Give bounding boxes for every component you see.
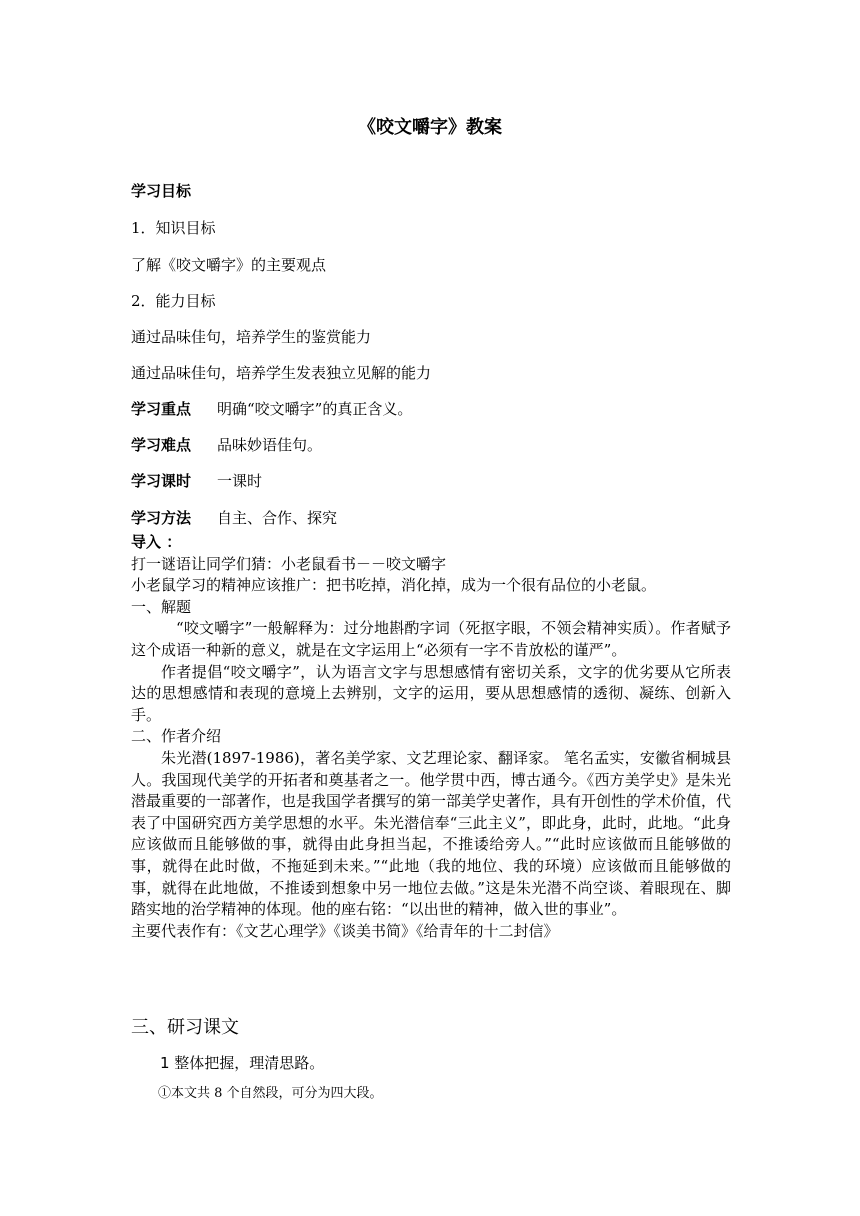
- goal2-text-a: 通过品味佳句，培养学生的鉴赏能力: [131, 328, 372, 346]
- difficulty-row: [131, 434, 322, 456]
- document-title: 《咬文嚼字》教案: [358, 117, 502, 138]
- section2-para1: 朱光潜(1897-1986)，著名美学家、文艺理论家、翻译家。 笔名孟实，安徽省桐城县人。我国现代美学的开拓者和奠基者之一。他学贯中西，博古通今。《西方美学史》是朱光潜最重要的一部著作，也是我国学者撰写的第一部美学史著作，具有开创性的学术价值，代表了中国研究西方美学思想的水平。朱光潜信奉“三此主义”，即此身，此时，此地。“此身应该做而且能够做的事，就得由此身担当起，不推诿给旁人。”“此时应该做而且能够做的事，就得在此时做，不拖延到未来。”“此地（我的地位、我的环境）应该做而且能够做的事，就得在此地做，不推诿到想象中另一地位去做。”这是朱光潜不尚空谈、着眼现在、脚踏实地的治学精神的体现。他的座右铭：“以出世的精神，做入世的事业”。: [131, 748, 732, 919]
- goal2-heading: 2．能力目标: [131, 292, 216, 310]
- method-text: 自主、合作、探究: [217, 509, 338, 527]
- key-point-label: 学习重点: [131, 400, 192, 418]
- section1-para1: “咬文嚼字”一般解释为：过分地斟酌字词（死抠字眼，不领会精神实质）。作者赋予这个成语一种新的意义，就是在文字运用上“必须有一字不肯放松的谨严”。: [131, 619, 731, 659]
- hours-row: [131, 470, 262, 492]
- section3-heading: 三、研习课文: [131, 1017, 239, 1038]
- intro-line1: 打一谜语让同学们猜：小老鼠看书－－咬文嚼字: [131, 554, 447, 573]
- method-label: 学习方法: [131, 509, 192, 527]
- intro-line2: 小老鼠学习的精神应该推广：把书吃掉，消化掉，成为一个很有品位的小老鼠。: [131, 576, 657, 595]
- difficulty-text: 品味妙语佳句。: [217, 436, 323, 454]
- key-point-row: [131, 398, 412, 420]
- method-row: [131, 507, 337, 529]
- hours-label: 学习课时: [131, 472, 192, 490]
- intro-heading: 导入 ：: [131, 533, 182, 551]
- difficulty-label: 学习难点: [131, 436, 192, 454]
- section3-sub2: ①本文共 8 个自然段，可分为四大段。: [158, 1086, 383, 1101]
- section2-works: 主要代表作有：《文艺心理学》《谈美书简》《给青年的十二封信》: [131, 921, 559, 940]
- key-point-text: 明确“咬文嚼字”的真正含义。: [217, 400, 413, 418]
- goal1-heading: 1．知识目标: [131, 219, 216, 237]
- lesson-body: [131, 532, 731, 942]
- section1-para2: 作者提倡“咬文嚼字”，认为语言文字与思想感情有密切关系，文字的优劣要从它所表达的思想感情和表现的意境上去辨别，文字的运用，要从思想感情的透彻、凝练、创新入手。: [131, 662, 731, 724]
- goal1-text: 了解《咬文嚼字》的主要观点: [131, 256, 327, 274]
- section3-sub1: 1 整体把握，理清思路。: [160, 1054, 325, 1072]
- goal2-text-b: 通过品味佳句，培养学生发表独立见解的能力: [131, 364, 432, 382]
- hours-text: 一课时: [217, 472, 263, 490]
- section1-heading: 一、解题: [131, 597, 192, 616]
- goals-heading: 学习目标: [131, 182, 192, 200]
- section2-heading: 二、作者介绍: [131, 727, 222, 746]
